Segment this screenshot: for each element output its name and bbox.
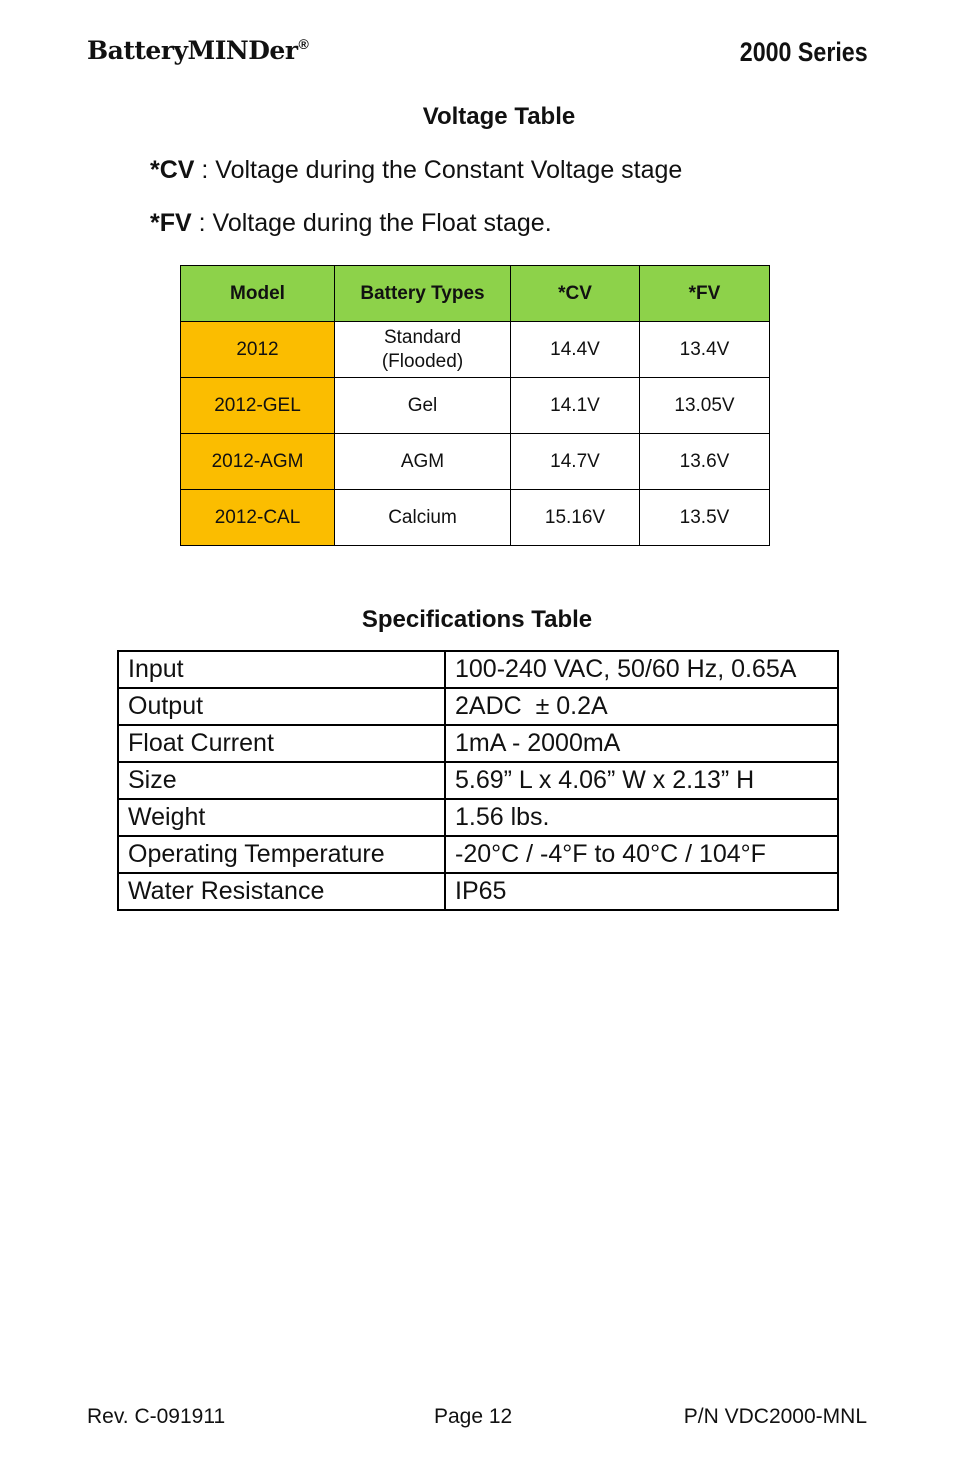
spec-label: Weight [118, 799, 445, 836]
footer-revision: Rev. C-091911 [87, 1405, 226, 1428]
spec-value: 5.69” L x 4.06” W x 2.13” H [445, 762, 838, 799]
table-row [181, 322, 770, 378]
header-fv: *FV [640, 266, 770, 322]
table-row [181, 378, 770, 434]
battery-type-cell: Gel [335, 378, 511, 434]
spec-value: 100-240 VAC, 50/60 Hz, 0.65A [445, 651, 838, 688]
fv-definition [150, 209, 552, 238]
cv-description: : Voltage during the Constant Voltage stage [194, 156, 683, 184]
table-row [118, 836, 838, 873]
cv-cell: 14.7V [511, 434, 640, 490]
model-cell: 2012 [181, 322, 335, 378]
battery-type-cell [335, 322, 511, 378]
cv-cell: 15.16V [511, 490, 640, 546]
footer-page-number: Page 12 [434, 1405, 513, 1428]
spec-value: 1mA - 2000mA [445, 725, 838, 762]
table-row [181, 490, 770, 546]
cv-term: *CV [150, 156, 195, 184]
specifications-table [117, 650, 839, 911]
spec-value: -20°C / -4°F to 40°C / 104°F [445, 836, 838, 873]
battery-type-line2: (Flooded) [381, 350, 464, 372]
registered-mark: ® [298, 36, 309, 52]
spec-value: IP65 [445, 873, 838, 910]
table-row [118, 651, 838, 688]
spec-value: 2ADC ± 0.2A [445, 688, 838, 725]
battery-type-line1: Standard [383, 326, 462, 348]
fv-cell: 13.6V [640, 434, 770, 490]
fv-cell: 13.4V [640, 322, 770, 378]
table-row [118, 873, 838, 910]
spec-label: Output [118, 688, 445, 725]
battery-type-cell: AGM [335, 434, 511, 490]
spec-label: Input [118, 651, 445, 688]
table-row [181, 434, 770, 490]
cv-definition [150, 156, 682, 185]
spec-label: Operating Temperature [118, 836, 445, 873]
header-battery-types: Battery Types [335, 266, 511, 322]
model-cell: 2012-AGM [181, 434, 335, 490]
header-cv: *CV [511, 266, 640, 322]
series-title: 2000 Series [740, 37, 868, 67]
fv-term: *FV [150, 209, 192, 237]
brand-logo [87, 36, 308, 65]
table-row [118, 725, 838, 762]
voltage-table [180, 265, 770, 546]
spec-label: Size [118, 762, 445, 799]
table-row [118, 762, 838, 799]
spec-value: 1.56 lbs. [445, 799, 838, 836]
model-cell: 2012-GEL [181, 378, 335, 434]
header-model: Model [181, 266, 335, 322]
model-cell: 2012-CAL [181, 490, 335, 546]
cv-cell: 14.4V [511, 322, 640, 378]
table-row [118, 688, 838, 725]
battery-type-cell: Calcium [335, 490, 511, 546]
cv-cell: 14.1V [511, 378, 640, 434]
fv-description: : Voltage during the Float stage. [191, 209, 552, 237]
voltage-table-header-row [181, 266, 770, 322]
specifications-table-title: Specifications Table [361, 606, 593, 633]
table-row [118, 799, 838, 836]
spec-label: Water Resistance [118, 873, 445, 910]
fv-cell: 13.05V [640, 378, 770, 434]
footer-part-number: P/N VDC2000-MNL [683, 1405, 867, 1428]
spec-label: Float Current [118, 725, 445, 762]
fv-cell: 13.5V [640, 490, 770, 546]
brand-name: BatteryMINDer [87, 36, 298, 65]
voltage-table-title: Voltage Table [422, 103, 576, 130]
